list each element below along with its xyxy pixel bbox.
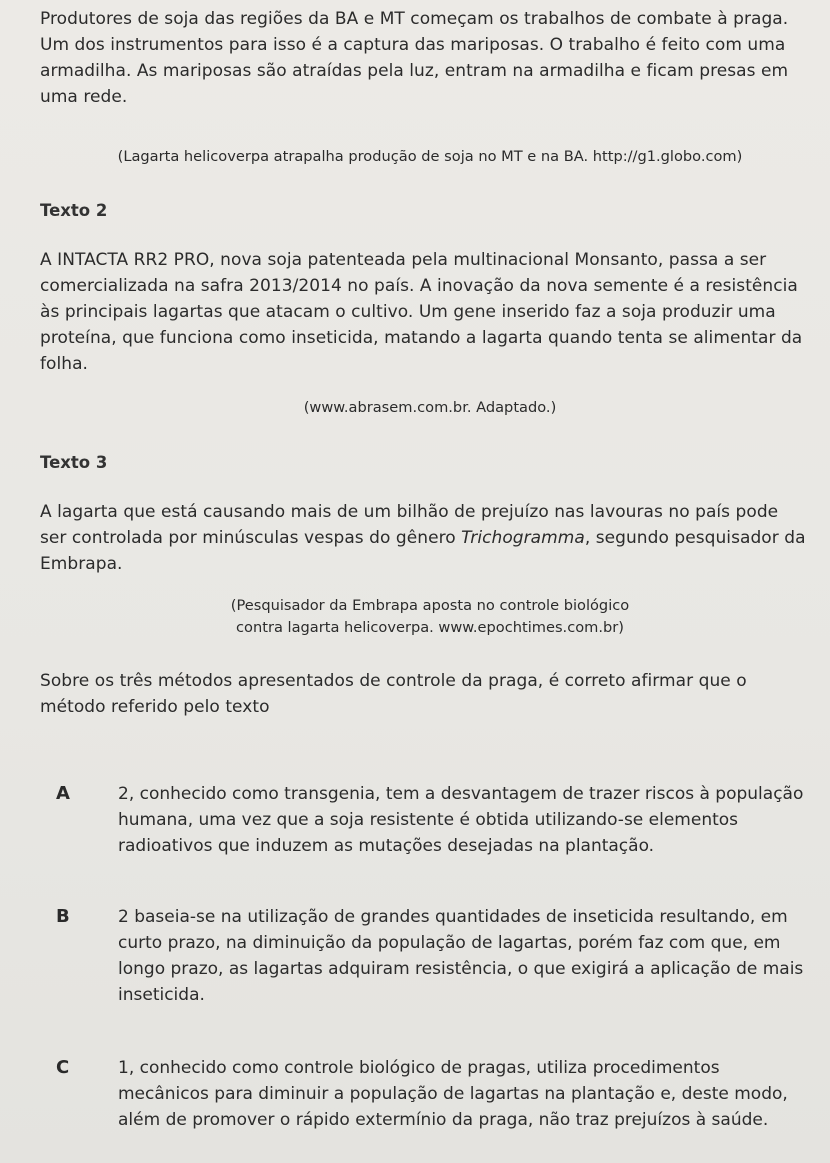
text2-source: (www.abrasem.com.br. Adaptado.)	[303, 399, 557, 416]
text3-heading: Texto 3	[40, 453, 108, 472]
option-c-letter[interactable]: C	[56, 1057, 70, 1078]
text3-source-line1: (Pesquisador da Embrapa aposta no controle biológico	[230, 597, 630, 614]
text3-genus-name: Trichogramma	[461, 528, 585, 548]
option-b-text[interactable]: 2 baseia-se na utilização de grandes quantidades de inseticida resultando, em curto prazo, na diminuição da população de lagartas, porém faz com que, em longo prazo, as lagartas adquiram resistência, o que exigirá a aplicação de mais inseticida.	[118, 907, 804, 1005]
text3-source-line2: contra lagarta helicoverpa. www.epochtimes.com.br)	[236, 619, 624, 636]
text2-body: A INTACTA RR2 PRO, nova soja patenteada pela multinacional Monsanto, passa a ser comercializada na safra 2013/2014 no país. A inovação da nova semente é a resistência às principais lagartas que atacam o cultivo. Um gene inserido faz a soja produzir uma proteína, que funciona como inseticida, matando a lagarta quando tenta se alimentar da folha.	[40, 250, 803, 374]
option-a-text[interactable]: 2, conhecido como transgenia, tem a desvantagem de trazer riscos à população humana, uma vez que a soja resistente é obtida utilizando-se elementos radioativos que induzem as mutações desejadas na plantação.	[118, 784, 804, 856]
option-a-letter[interactable]: A	[56, 783, 70, 804]
text3-body-after: , segundo pesquisador da Embrapa.	[40, 528, 806, 574]
text2-heading: Texto 2	[40, 201, 108, 220]
text1-body: Produtores de soja das regiões da BA e MT começam os trabalhos de combate à praga. Um dos instrumentos para isso é a captura das mariposas. O trabalho é feito com uma armadilha. As mariposas são atraídas pela luz, entram na armadilha e ficam presas em uma rede.	[40, 9, 789, 107]
option-b-letter[interactable]: B	[56, 906, 70, 927]
text3-body	[40, 499, 810, 577]
text3-source	[60, 595, 800, 639]
text1-source: (Lagarta helicoverpa atrapalha produção de soja no MT e na BA. http://g1.globo.com)	[117, 148, 743, 165]
question-prompt: Sobre os três métodos apresentados de controle da praga, é correto afirmar que o método referido pelo texto	[40, 671, 747, 717]
option-c-text[interactable]: 1, conhecido como controle biológico de pragas, utiliza procedimentos mecânicos para diminuir a população de lagartas na plantação e, deste modo, além de promover o rápido extermínio da praga, não traz prejuízos à saúde.	[118, 1058, 788, 1130]
text3-body-before: A lagarta que está causando mais de um bilhão de prejuízo nas lavouras no país pode ser controlada por minúsculas vespas do gênero	[40, 502, 779, 548]
